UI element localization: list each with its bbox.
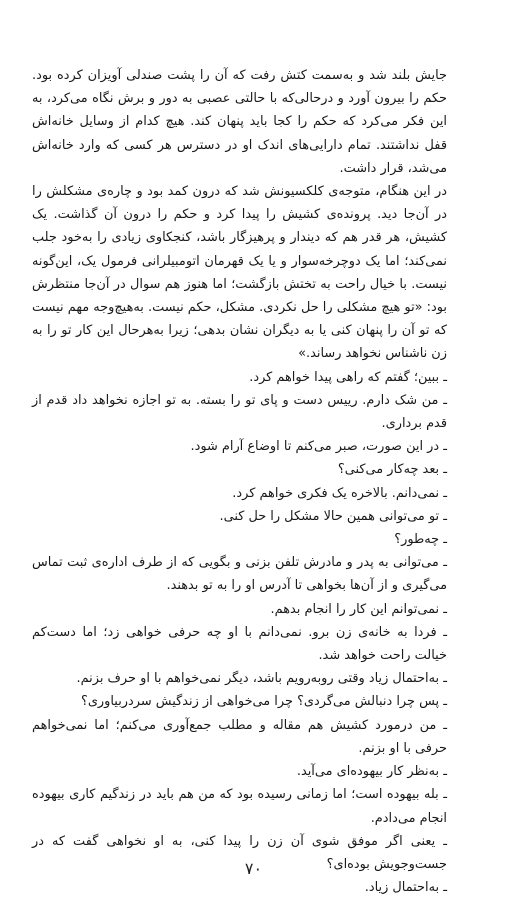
paragraph: در این هنگام، متوجه‌ی کلکسیونش شد که درون کمد بود و چاره‌ی مشکلش را در آن‌جا دید. پرونده‌ی کشیش را پیدا کرد و حکم را درون آن گذاشت. یک کشیش، هر قدر هم که دیندار و پرهیزگار باشد، کنجکاوی زیادی را به‌خود جلب نمی‌کند؛ اما یک دوچرخه‌سوار و یا یک قهرمان اتومبیلرانی فرمول یک، این‌گونه نیست. با خیال راحت به تختش بازگشت؛ اما هنوز هم سوال در آن‌جا منتظرش بود: «تو هیچ مشکلی را حل نکردی. مشکل، حکم نیست. به‌هیچ‌وجه مهم نیست که تو آن را پنهان کنی یا به دیگران نشان بدهی؛ زیرا به‌هرحال این کار تو را به زن ناشناس نخواهد رساند.» (32, 184, 447, 362)
dialogue-line: ـ ببین؛ گفتم که راهی پیدا خواهم کرد. (249, 369, 447, 385)
dialogue-line: ـ به‌احتمال زیاد. (364, 880, 447, 896)
page-number: ۷۰ (244, 859, 263, 878)
dialogue-line: ـ چه‌طور؟ (394, 532, 447, 548)
dialogue-line: ـ من درمورد کشیش هم مقاله و مطلب جمع‌آوری می‌کنم؛ اما نمی‌خواهم حرفی با او بزنم. (32, 717, 447, 756)
dialogue-line: ـ یعنی اگر موفق شوی آن زن را پیدا کنی، به او نخواهی گفت که در جست‌وجویش بوده‌ای؟ (32, 833, 447, 872)
dialogue-line: ـ در این صورت، صبر می‌کنم تا اوضاع آرام شود. (190, 439, 447, 455)
dialogue-line: ـ می‌توانی به پدر و مادرش تلفن بزنی و بگویی که از طرف اداره‌ی ثبت تماس می‌گیری و از آن‌ها بخواهی تا آدرس او را به تو بدهند. (32, 555, 447, 594)
dialogue-line: ـ به‌احتمال زیاد وقتی روبه‌رویم باشد، دیگر نمی‌خواهم با او حرف بزنم. (76, 671, 447, 687)
dialogue-line: ـ تو می‌توانی همین حالا مشکل را حل کنی. (219, 508, 447, 524)
dialogue-line: ـ من شک دارم. رییس دست و پای تو را بسته. به تو اجازه نخواهد داد قدم از قدم برداری. (32, 392, 447, 432)
dialogue-line: ـ به‌نظر کار بیهوده‌ای می‌آید. (296, 764, 447, 780)
dialogue-line: ـ بعد چه‌کار می‌کنی؟ (337, 462, 447, 478)
dialogue-line: ـ فردا به خانه‌ی زن برو. نمی‌دانم با او چه حرفی خواهی زد؛ اما دست‌کم خیالت راحت خواهد شد. (32, 624, 447, 664)
dialogue-line: ـ نمی‌توانم این کار را انجام بدهم. (270, 601, 447, 617)
dialogue-line: ـ نمی‌دانم. بالاخره یک فکری خواهم کرد. (232, 485, 447, 501)
dialogue-line: ـ پس چرا دنبالش می‌گردی؟ چرا می‌خواهی از زندگیش سردربیاوری؟ (81, 694, 447, 710)
paragraph: جایش بلند شد و به‌سمت کتش رفت که آن را پشت صندلی آویزان کرده بود. حکم را بیرون آورد و درحالی‌که با حالتی عصبی به دور و برش نگاه می‌کرد، به این فکر می‌کرد که حکم را کجا باید پنهان کند. هیچ کدام از وسایل خانه‌اش قفل نداشتند. تمام دارایی‌های اندک او در دسترس هر کسی که وارد خانه‌اش می‌شد، قرار داشت. (32, 68, 447, 176)
dialogue-line: ـ بله بیهوده است؛ اما زمانی رسیده بود که من هم باید در زندگیم کاری بیهوده انجام می‌دادم. (32, 787, 447, 826)
